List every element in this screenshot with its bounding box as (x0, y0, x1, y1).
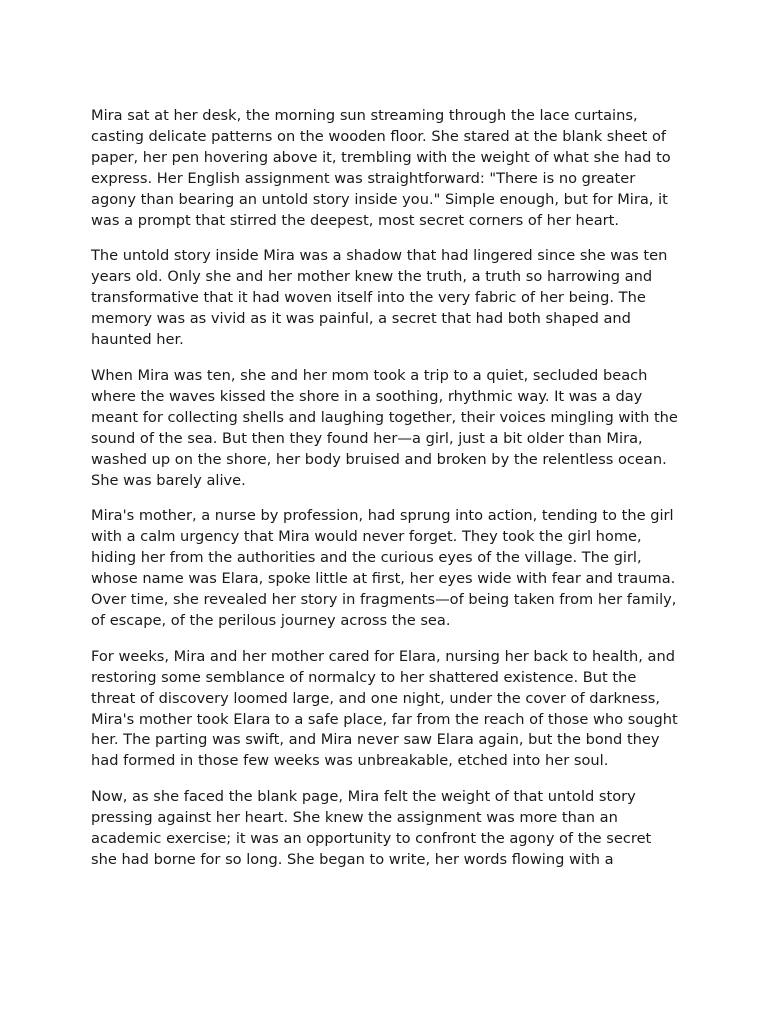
paragraph-6: Now, as she faced the blank page, Mira felt the weight of that untold story pressing against her heart. She knew the assignment was more than an academic exercise; it was an opportunity to confront the agony of the secret she had borne for so long. She began to write, her words flowing with a (91, 788, 652, 868)
document-body (91, 106, 681, 886)
paragraph-2: The untold story inside Mira was a shadow that had lingered since she was ten years old. Only she and her mother knew the truth, a truth so harrowing and transformative that it had woven itself into the very fabric of her being. The memory was as vivid as it was painful, a secret that had both shaped and haunted her. (91, 247, 668, 349)
paragraph-1: Mira sat at her desk, the morning sun streaming through the lace curtains, casting delicate patterns on the wooden floor. She stared at the blank sheet of paper, her pen hovering above it, trembling with the weight of what she had to express. Her English assignment was straightforward: "There is no greater agony than bearing an untold story inside you." Simple enough, but for Mira, it was a prompt that stirred the deepest, most secret corners of her heart. (91, 107, 671, 229)
paragraph-3: When Mira was ten, she and her mom took a trip to a quiet, secluded beach where the waves kissed the shore in a soothing, rhythmic way. It was a day meant for collecting shells and laughing together, their voices mingling with the sound of the sea. But then they found her—a girl, just a bit older than Mira, washed up on the shore, her body bruised and broken by the relentless ocean. She was barely alive. (91, 366, 678, 489)
paragraph-4: Mira's mother, a nurse by profession, had sprung into action, tending to the girl with a calm urgency that Mira would never forget. They took the girl home, hiding her from the authorities and the curious eyes of the village. The girl, whose name was Elara, spoke little at first, her eyes wide with fear and trauma. Over time, she revealed her story in fragments—of being taken from her family, of escape, of the perilous journey across the sea. (91, 507, 677, 629)
paragraph-5: For weeks, Mira and her mother cared for Elara, nursing her back to health, and restoring some semblance of normalcy to her shattered existence. But the threat of discovery loomed large, and one night, under the cover of darkness, Mira's mother took Elara to a safe place, far from the reach of those who sought her. The parting was swift, and Mira never saw Elara again, but the bond they had formed in those few weeks was unbreakable, etched into her soul. (91, 647, 678, 770)
